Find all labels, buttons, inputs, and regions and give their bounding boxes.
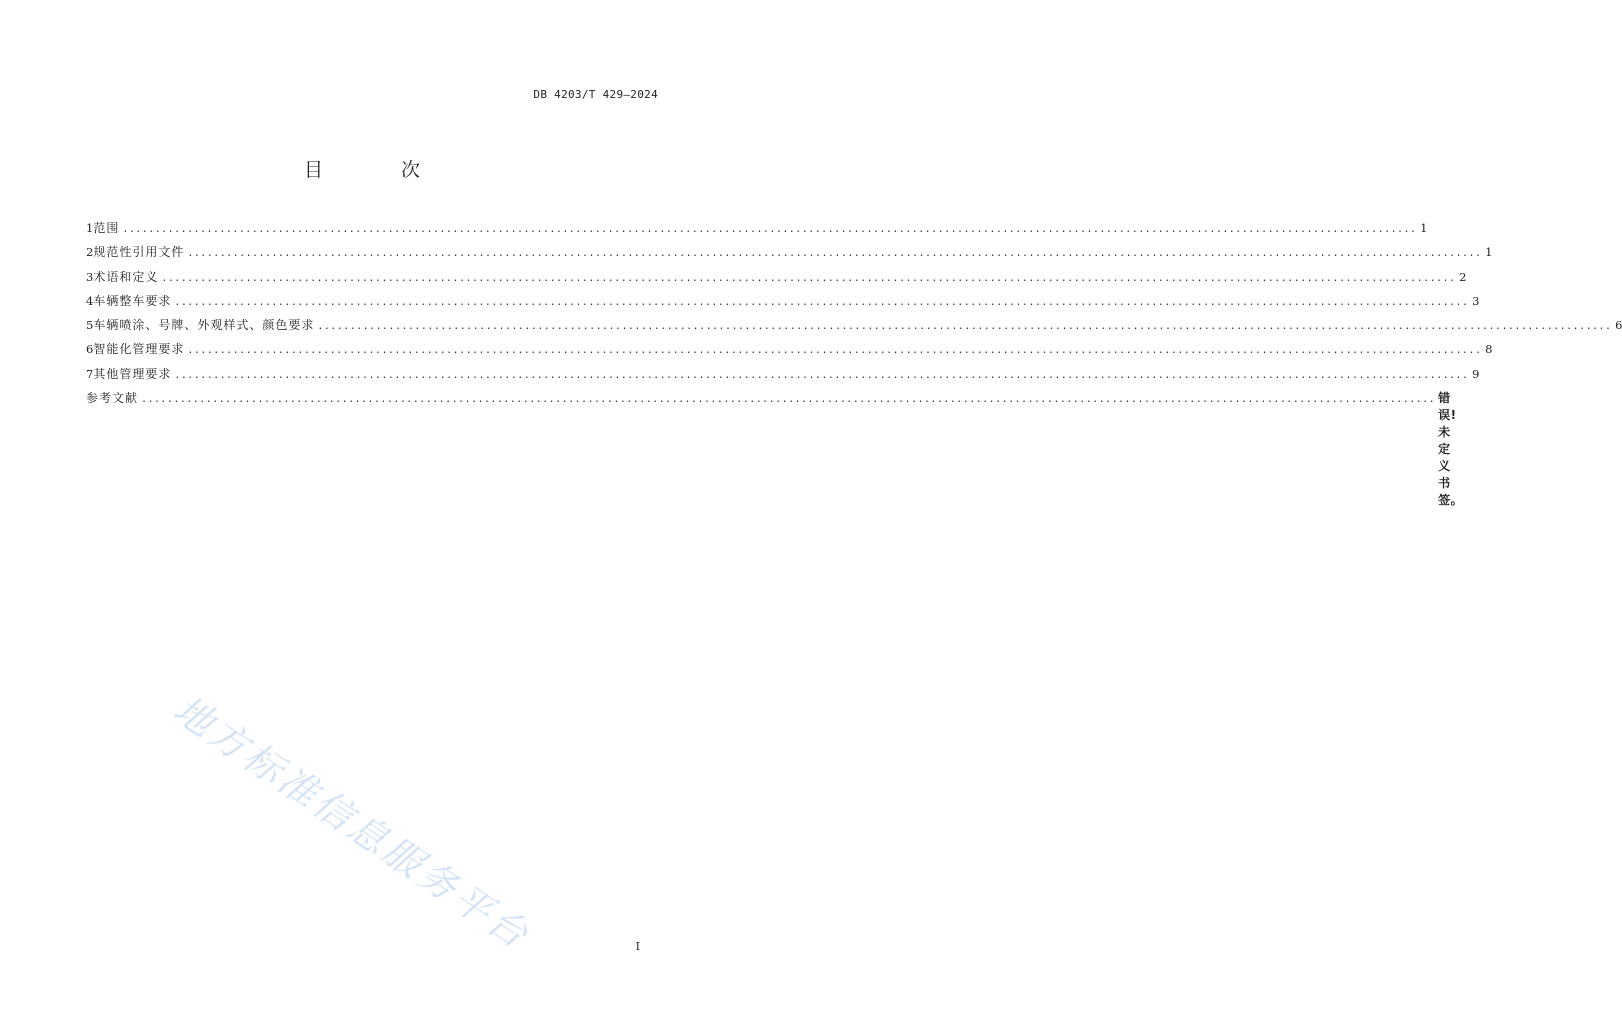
toc-entry-page-error: 错误!未定义书签。	[1438, 391, 1464, 508]
toc-entry-label: 车辆喷涂、号牌、外观样式、颜色要求	[93, 318, 315, 333]
dot-leader: ........................................................................................................................................................................................................	[317, 321, 1612, 333]
toc-entry-label: 范围	[93, 221, 120, 235]
dot-leader: ........................................................................................................................................................................................................	[161, 272, 1456, 284]
toc-entry-vehicle-requirements[interactable]	[86, 292, 1480, 316]
page-number: I	[635, 940, 640, 953]
toc-entry-scope[interactable]	[86, 219, 1428, 243]
toc-entry-label: 智能化管理要求	[93, 342, 185, 357]
toc-entry-page: 2	[1459, 269, 1467, 284]
toc-entry-bibliography[interactable]	[86, 389, 1464, 508]
toc-entry-intelligent-management[interactable]	[86, 340, 1493, 364]
toc-entry-page: 6	[1615, 318, 1622, 333]
document-code: DB 4203/T 429—2024	[533, 88, 658, 101]
dot-leader: ........................................................................................................................................................................................................	[187, 345, 1482, 357]
page-title: 目 次	[303, 159, 457, 181]
toc-entry-normative-references[interactable]	[86, 243, 1493, 267]
dot-leader: ........................................................................................................................................................................................................	[174, 296, 1469, 308]
toc-entry-page: 9	[1472, 366, 1480, 381]
dot-leader: ........................................................................................................................................................................................................	[174, 369, 1469, 381]
toc-entry-page: 3	[1472, 293, 1480, 308]
toc-entry-number: 4	[86, 293, 94, 308]
dot-leader: ........................................................................................................................................................................................................	[122, 224, 1417, 235]
toc-entry-label: 其他管理要求	[93, 366, 172, 381]
dot-leader: ........................................................................................................................................................................................................	[141, 394, 1436, 406]
toc-entry-number: 5	[86, 318, 94, 333]
toc-entry-painting-plates[interactable]	[86, 316, 1622, 340]
dot-leader: ........................................................................................................................................................................................................	[187, 248, 1482, 260]
toc-entry-page: 8	[1485, 342, 1493, 357]
toc-entry-page: 1	[1420, 221, 1428, 235]
toc-entry-number: 6	[86, 342, 94, 357]
toc-entry-label: 规范性引用文件	[93, 245, 185, 260]
toc-entry-label: 术语和定义	[93, 269, 159, 284]
toc-entry-number: 2	[86, 245, 94, 260]
toc-entry-label: 参考文献	[86, 391, 139, 406]
toc-entry-number: 1	[86, 221, 94, 235]
watermark: 地方标准信息服务平台	[165, 687, 539, 959]
toc-entry-page: 1	[1485, 245, 1493, 260]
toc-entry-other-management[interactable]	[86, 365, 1480, 389]
table-of-contents	[86, 219, 1622, 508]
toc-entry-number: 3	[86, 269, 94, 284]
toc-entry-number: 7	[86, 366, 94, 381]
toc-entry-terms-definitions[interactable]	[86, 268, 1467, 292]
toc-entry-label: 车辆整车要求	[93, 293, 172, 308]
